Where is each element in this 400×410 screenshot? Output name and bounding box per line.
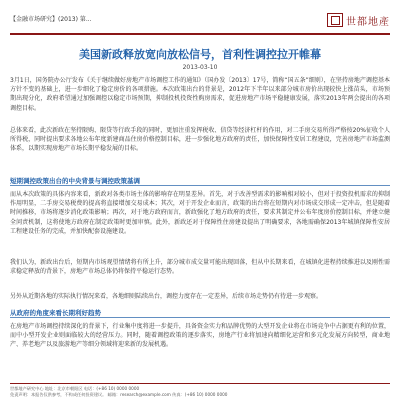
footer-line-2: 免责声明：本报告仅供参考，不构成任何投资建议。 邮箱：research@example.com 传真：(+86 10) 0000 0000: [10, 392, 228, 397]
report-series-label: 【金融市场研究】(2013) 第...: [10, 16, 92, 23]
paragraph-5: 另外从近期各地的实际执行情况来看，各地细则陆续出台，调控力度存在一定差异，后续市场走势仍有待进一步观察。: [10, 293, 323, 300]
header-divider: [10, 33, 390, 35]
paragraph-4: 我们认为，新政出台后，短期内市场观望情绪将有所上升，部分城市成交量可能出现回落，但从中长期来看，在城镇化进程持续推进以及刚性需求稳定释放的背景下，房地产市场总体仍将保持平稳运行态势。: [10, 259, 390, 276]
page-header: [10, 10, 390, 30]
document-title: 美国新政释放宽向放松信号，首利性调控拉开帷幕: [79, 48, 321, 61]
footer-divider: [10, 383, 390, 384]
brand-mark-icon: [327, 13, 343, 27]
page-footer: [10, 386, 390, 398]
section-heading-2: 从政府的角度来看长期利好趋势: [10, 309, 101, 317]
paragraph-2: 总体来看，此次新政在坚持限购、限贷等行政手段的同时，更加注重发挥税收、信贷等经济杠杆的作用，对二手房交易所得严格按20%征收个人所得税，同时提出要求各地公布年度新建商品住房价格控制目标，进一步强化地方政府的责任，加快保障性安居工程建设，完善房地产市场监测体系，以期实现房地产市场长期平稳发展的目标。: [10, 127, 390, 153]
footer-line-1: 世都地产研究中心 地址：北京市朝阳区 电话：(+86 10) 0000 0000: [10, 386, 140, 391]
brand-logo: [327, 10, 390, 30]
paragraph-3: 而从本次政策的具体内容来看，新政对各类市场主体的影响存在明显差异。首先，对于改善型需求的影响相对较小，但对于投资投机需求的抑制作用明显，二手房交易税费的提高将直接增加交易成本；其次，对于开发企业而言，政策的出台将在短期内对市场成交形成一定冲击，但是随着时间推移，市场将逐步消化政策影响；再次，对于地方政府而言，新政强化了地方政府的责任，要求其制定并公布年度房价控制目标，并建立健全问责机制，这将使地方政府在制定政策时更加审慎。此外，新政还对于保障性住房建设提出了明确要求，各地需确保2013年城镇保障性安居工程建设任务的完成，并加快配套设施建设。: [10, 191, 390, 235]
section-heading-1: 短期调控政策出台的中央背景与调控政策基调: [10, 177, 140, 185]
paragraph-1: 3月1日，国务院办公厅发布《关于继续做好房地产市场调控工作的通知》（国办发〔2013〕17号，简称“国五条”细则），在坚持房地产调控基本方针不变的基础上，进一步细化了稳定房价的各项措施。本次政策出台的背景是，2012年下半年以来部分城市房价出现较快上涨苗头，市场预期出现分化，政府希望通过加强调控以稳定市场预期，抑制投机投资性购房需求，促进房地产市场平稳健康发展，落实2013年两会提出的各项调控目标。: [10, 77, 390, 112]
brand-name: 世都地產: [346, 16, 390, 28]
section-divider-1: [10, 185, 390, 186]
section-divider-2: [10, 317, 390, 318]
document-date: 2013-03-10: [182, 64, 218, 71]
paragraph-6: 在房地产市场调控持续深化的背景下，行业集中度将进一步提升，具备资金实力和品牌优势的大型开发企业将在市场竞争中占据更有利的位置，而中小型开发企业则面临较大的经营压力。同时，随着调控政策的逐步落实，房地产行业将加速向精细化运营和多元化发展方向转型，商业地产、养老地产以及旅游地产等细分领域将迎来新的发展机遇。: [10, 323, 390, 349]
